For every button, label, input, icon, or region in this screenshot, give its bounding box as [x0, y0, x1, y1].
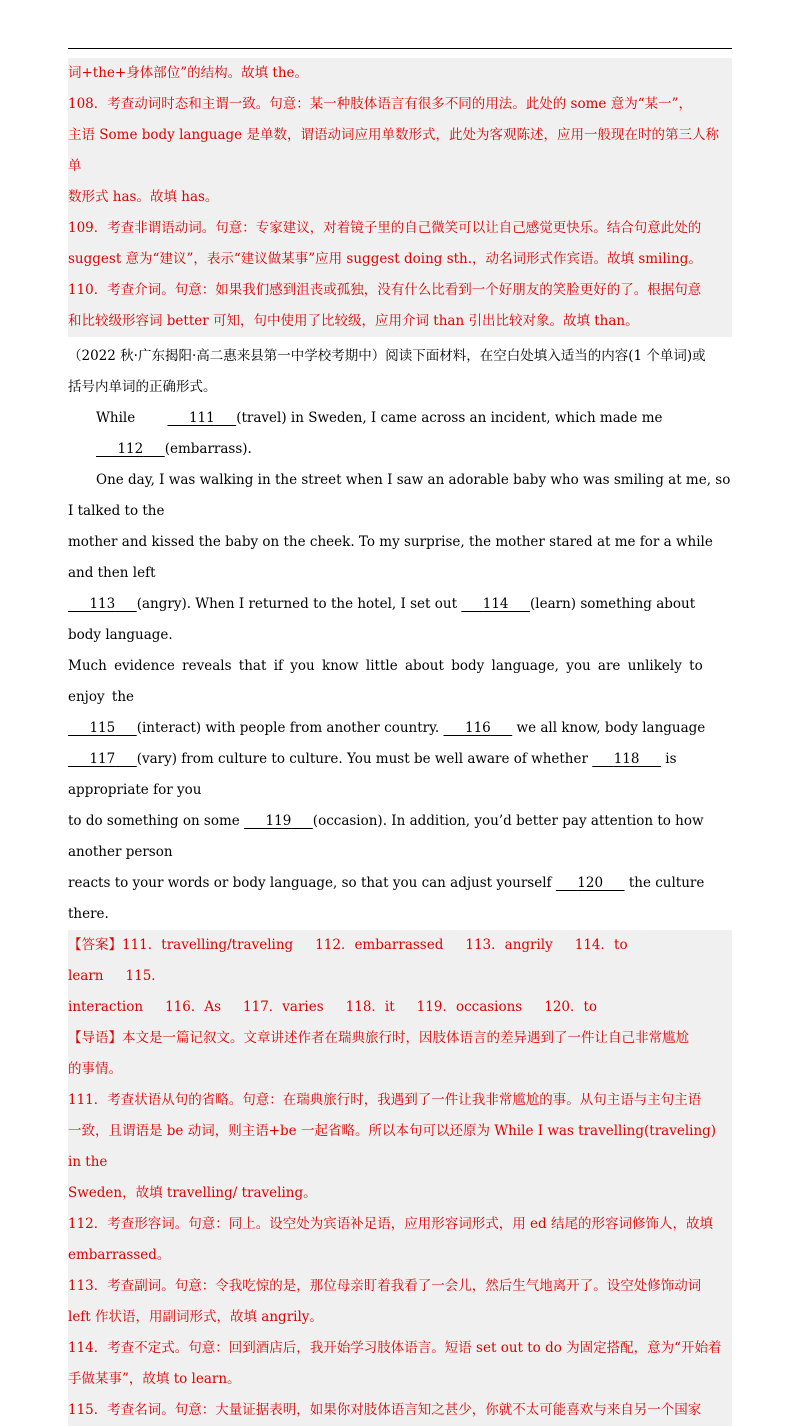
passage-text: (angry). When I returned to the hotel, I set out [136, 596, 462, 612]
answer-item: interaction [68, 999, 144, 1015]
passage-text: (learn) something about body language. [68, 596, 696, 643]
explanation-line: Sweden，故填 travelling/ traveling。 [68, 1178, 732, 1209]
explanation-line: embarrassed。 [68, 1240, 732, 1271]
passage-text: (occasion). In addition, you’d better pay attention to how another person [68, 813, 704, 860]
explanation-line: 115．考查名词。句意：大量证据表明，如果你对肢体语言知之甚少，你就不太可能喜欢与来自另一个国家 [68, 1395, 732, 1426]
passage-text: (travel) in Sweden, I came across an incident, which made me [236, 410, 663, 426]
explanation-line: 和比较级形容词 better 可知，句中使用了比较级，应用介词 than 引出比较对象。故填 than。 [68, 306, 732, 337]
blank-number: 117 [89, 751, 116, 767]
blank-112 [68, 434, 165, 465]
answer-item: 120．to [544, 999, 598, 1015]
passage-line: mother and kissed the baby on the cheek. To my surprise, the mother stared at me for a while and then left [68, 534, 713, 581]
explanation-line: 数形式 has。故填 has。 [68, 182, 732, 213]
explanation-line: 一致，且谓语是 be 动词，则主语+be 一起省略。所以本句可以还原为 While I was travelling(traveling) in the [68, 1116, 732, 1178]
blank-number: 118 [613, 751, 640, 767]
passage-line [68, 713, 732, 744]
blank-114 [461, 589, 530, 620]
answer-item: 【答案】111．travelling/traveling [68, 937, 294, 953]
blank-115 [68, 713, 137, 744]
blank-118 [592, 744, 661, 775]
answer-item: 118．it [345, 999, 395, 1015]
passage-text: to do something on some [68, 813, 245, 829]
explanation-line: suggest 意为“建议”，表示“建议做某事”应用 suggest doing sth.，动名词形式作宾语。故填 smiling。 [68, 244, 732, 275]
blank-111 [140, 403, 237, 434]
passage-line [68, 806, 732, 868]
answer-item: 116．As [165, 999, 222, 1015]
exercise-intro: （2022 秋·广东揭阳·高二惠来县第一中学校考期中）阅读下面材料，在空白处填入适当的内容(1 个单词)或 [68, 348, 706, 364]
document-body [68, 58, 732, 1426]
answer-item: 113．angrily [465, 937, 553, 953]
blank-119 [244, 806, 313, 837]
blank-117 [68, 744, 137, 775]
passage-line [68, 744, 732, 806]
explanation-line: 113．考查副词。句意：令我吃惊的是，那位母亲盯着我看了一会儿，然后生气地离开了。设空处修饰动词 [68, 1271, 732, 1302]
header-rule [68, 48, 732, 49]
passage-line: One day, I was walking in the street when I saw an adorable baby who was smiling at me, so I talked to the [68, 472, 731, 519]
explanation-line: 112．考查形容词。句意：同上。设空处为宾语补足语，应用形容词形式，用 ed 结尾的形容词修饰人，故填 [68, 1209, 732, 1240]
passage-text: we all know, body language [512, 720, 706, 736]
blank-116 [444, 713, 513, 744]
passage-text: (vary) from culture to culture. You must be well aware of whether [136, 751, 593, 767]
passage-text: (interact) with people from another country. [136, 720, 444, 736]
blank-number: 114 [482, 596, 509, 612]
passage-text: While [96, 410, 140, 426]
blank-113 [68, 589, 137, 620]
passage-line: Much evidence reveals that if you know little about body language, you are unlikely to enjoy the [68, 658, 703, 705]
explanation-line: 词+the+身体部位”的结构。故填 the。 [68, 58, 732, 89]
answer-line [68, 992, 732, 1023]
explanation-line: 110．考查介词。句意：如果我们感到沮丧或孤独，没有什么比看到一个好朋友的笑脸更好的了。根据句意 [68, 275, 732, 306]
passage-text: the culture there. [68, 875, 705, 922]
explanation-line: 111．考查状语从句的省略。句意：在瑞典旅行时，我遇到了一件让我非常尴尬的事。从句主语与主句主语 [68, 1085, 732, 1116]
blank-number: 112 [117, 441, 144, 457]
answer-item: 114．to learn [68, 937, 628, 984]
answer-item: 119．occasions [416, 999, 523, 1015]
passage [68, 403, 732, 930]
explanation-line: left 作状语，用副词形式，故填 angrily。 [68, 1302, 732, 1333]
answer-item: 112．embarrassed [315, 937, 444, 953]
passage-text: (embarrass). [164, 441, 252, 457]
explanation-line: 主语 Some body language 是单数，谓语动词应用单数形式，此处为客观陈述，应用一般现在时的第三人称单 [68, 120, 732, 182]
passage-line [68, 589, 732, 651]
answer-section [68, 930, 732, 1426]
blank-number: 116 [464, 720, 491, 736]
explanation-line: 的事情。 [68, 1054, 732, 1085]
exercise-intro: 括号内单词的正确形式。 [68, 379, 217, 395]
explanation-line: 手做某事”，故填 to learn。 [68, 1364, 732, 1395]
explanations-top [68, 58, 732, 337]
blank-120 [556, 868, 625, 899]
explanation-line: 114．考查不定式。句意：回到酒店后，我开始学习肢体语言。短语 set out to do 为固定搭配，意为“开始着 [68, 1333, 732, 1364]
answer-item: 115． [125, 968, 165, 984]
passage-line [68, 403, 732, 465]
explanation-line: 108．考查动词时态和主谓一致。句意：某一种肢体语言有很多不同的用法。此处的 some 意为“某一”， [68, 89, 732, 120]
answer-item: 117．varies [243, 999, 324, 1015]
passage-text: reacts to your words or body language, so that you can adjust yourself [68, 875, 556, 891]
blank-number: 119 [265, 813, 292, 829]
blank-number: 113 [89, 596, 116, 612]
passage-text: is appropriate for you [68, 751, 677, 798]
blank-number: 120 [577, 875, 604, 891]
explanation-line: 109．考查非谓语动词。句意：专家建议，对着镜子里的自己微笑可以让自己感觉更快乐。结合句意此处的 [68, 213, 732, 244]
answer-line [68, 930, 732, 992]
blank-number: 115 [89, 720, 116, 736]
passage-line [68, 868, 732, 930]
blank-number: 111 [188, 410, 215, 426]
explanation-line: 【导语】本文是一篇记叙文。文章讲述作者在瑞典旅行时，因肢体语言的差异遇到了一件让自己非常尴尬 [68, 1023, 732, 1054]
